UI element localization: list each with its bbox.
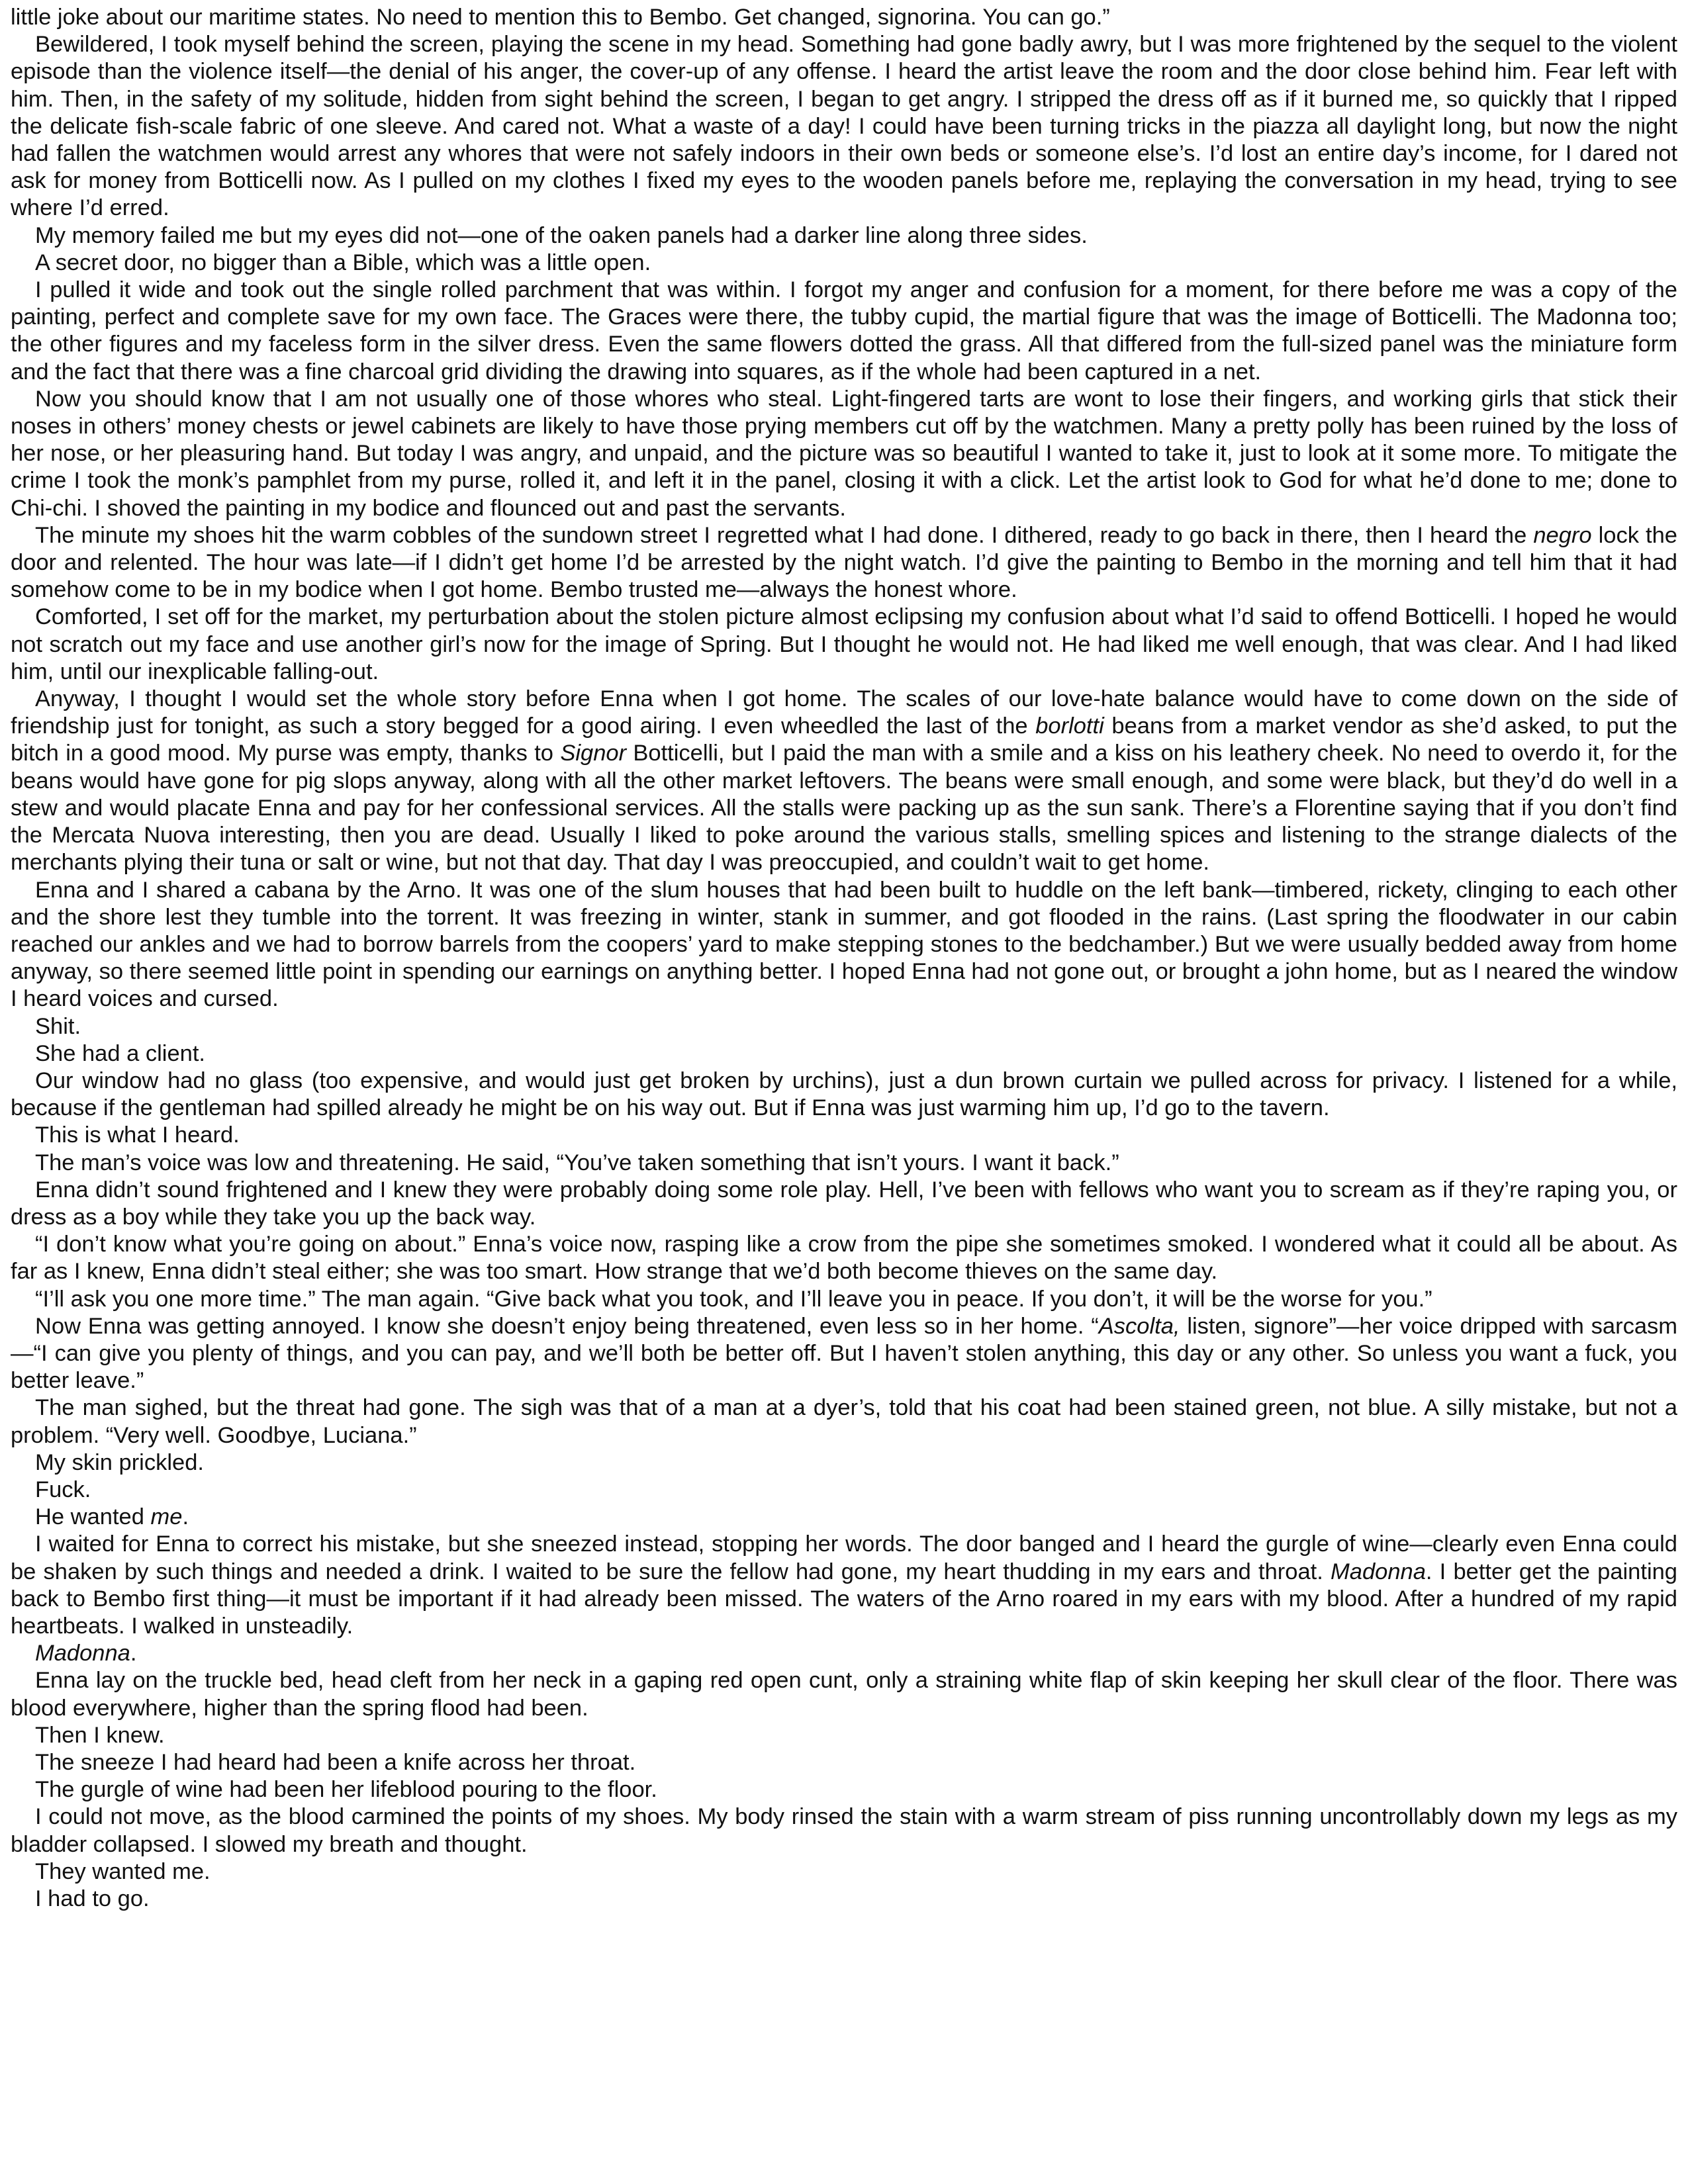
text-run: Botticelli, but I paid the man with a smile and a kiss on his leathery cheek. No need to overdo it, for the beans would have gone for pig slops anyway, along with all the other market leftovers. The beans were small enough, and some were black, but they’d do well in a stew and would placate Enna and pay for her confessional services. All the stalls were packing up as the sun sank. There’s a Florentine saying that if you don’t find the Mercata Nuova interesting, then you are dead. Usually I liked to poke around the various stalls, smelling spices and listening to the strange dialects of the merchants plying their tuna or salt or wine, but not that day. That day I was preoccupied, and couldn’t wait to get home. (11, 741, 1677, 876)
italic-text: Madonna (35, 1641, 130, 1666)
text-run: Anyway, I thought I would set the whole story before Enna when I got home. The scales of our love-hate balance would have to come down on the side of friendship just for tonight, as such a story begged for a good airing. I even wheedled the last of the (11, 686, 1677, 739)
text-run: Comforted, I set off for the market, my perturbation about the stolen picture almost eclipsing my confusion about what I’d said to offend Botticelli. I hoped he would not scratch out my face and use another girl’s now for the image of Spring. But I thought he would not. He had liked me well enough, that was clear. And I had liked him, until our inexplicable falling-out. (11, 604, 1677, 684)
text-run: listen, signore”—her voice dripped with sarcasm—“I can give you plenty of things, and you can pay, and we’ll both be better off. But I haven’t stolen anything, this day or any other. So unless you want a fuck, you better leave.” (11, 1313, 1677, 1394)
text-run: Our window had no glass (too expensive, and would just get broken by urchins), just a dun brown curtain we pulled across for privacy. I listened for a while, because if the gentleman had spilled already he might be on his way out. But if Enna was just warming him up, I’d go to the tavern. (11, 1068, 1677, 1121)
paragraph (11, 1177, 1677, 1231)
paragraph (11, 1477, 1677, 1504)
paragraph (11, 1449, 1677, 1477)
paragraph (11, 1286, 1677, 1313)
paragraph (11, 1013, 1677, 1040)
text-run: The gurgle of wine had been her lifeblood pouring to the floor. (35, 1777, 657, 1803)
text-run: “I’ll ask you one more time.” The man again. “Give back what you took, and I’ll leave you in peace. If you don’t, it will be the worse for you.” (35, 1286, 1432, 1312)
paragraph (11, 1858, 1677, 1886)
paragraph (11, 1504, 1677, 1531)
text-run: lock the door and relented. The hour was late—if I didn’t get home I’d be arrested by the night watch. I’d give the painting to Bembo in the morning and tell him that it had somehow come to be in my bodice when I got home. Bembo trusted me—always the honest whore. (11, 522, 1677, 603)
text-run: Now you should know that I am not usually one of those whores who steal. Light-fingered tarts are wont to lose their fingers, and working girls that stick their noses in others’ money chests or jewel cabinets are likely to have those prying members cut off by the watchmen. Many a pretty polly has been ruined by the loss of her nose, or her pleasuring hand. But today I was angry, and unpaid, and the picture was so beautiful I wanted to take it, just to look at it some more. To mitigate the crime I took the monk’s pamphlet from my purse, rolled it, and left it in the panel, closing it with a click. Let the artist look to God for what he’d done to me; done to Chi-chi. I shoved the painting in my bodice and flounced out and past the servants. (11, 386, 1677, 521)
text-run: The man’s voice was low and threatening. He said, “You’ve taken something that isn’t yours. I want it back.” (35, 1150, 1119, 1175)
text-run: . I better get the painting back to Bembo first thing—it must be important if it had already been missed. The waters of the Arno roared in my ears with my blood. After a hundred of my rapid heartbeats. I walked in unsteadily. (11, 1559, 1677, 1639)
text-run: Shit. (35, 1013, 81, 1039)
paragraph (11, 1722, 1677, 1749)
text-run: I had to go. (35, 1886, 150, 1912)
text-run: This is what I heard. (35, 1122, 240, 1148)
text-run: . (130, 1641, 137, 1666)
text-run: The minute my shoes hit the warm cobbles of the sundown street I regretted what I had done. I dithered, ready to go back in there, then I heard the (35, 522, 1534, 548)
text-run: Bewildered, I took myself behind the screen, playing the scene in my head. Something had gone badly awry, but I was more frightened by the sequel to the violent episode than the violence itself—the denial of his anger, the cover-up of any offense. I heard the artist leave the room and the door close behind him. Fear left with him. Then, in the safety of my solitude, hidden from sight behind the screen, I began to get angry. I stripped the dress off as if it burned me, so quickly that I ripped the delicate fish-scale fabric of one sleeve. And cared not. What a waste of a day! I could have been turning tricks in the piazza all daylight long, but now the night had fallen the watchmen would arrest any whores that were not safely indoors in their own beds or someone else’s. I’d lost an entire day’s income, for I dared not ask for money from Botticelli now. As I pulled on my clothes I fixed my eyes to the wooden panels before me, replaying the conversation in my head, trying to see where I’d erred. (11, 32, 1677, 221)
paragraph (11, 1313, 1677, 1395)
text-run: Enna didn’t sound frightened and I knew they were probably doing some role play. Hell, I’ve been with fellows who want you to scream as if they’re raping you, or dress as a boy while they take you up the back way. (11, 1177, 1677, 1230)
text-run: little joke about our maritime states. No need to mention this to Bembo. Get changed, signorina. You can go.” (11, 5, 1110, 30)
text-run: “I don’t know what you’re going on about.” Enna’s voice now, rasping like a crow from the pipe she sometimes smoked. I wondered what it could all be about. As far as I knew, Enna didn’t steal either; she was too smart. How strange that we’d both become thieves on the same day. (11, 1232, 1677, 1285)
text-run: Now Enna was getting annoyed. I know she doesn’t enjoy being threatened, even less so in her home. “ (35, 1313, 1099, 1339)
paragraph (11, 1531, 1677, 1640)
text-run: My memory failed me but my eyes did not—one of the oaken panels had a darker line along three sides. (35, 222, 1088, 248)
paragraph (11, 1640, 1677, 1667)
text-run: I pulled it wide and took out the single rolled parchment that was within. I forgot my anger and confusion for a moment, for there before me was a copy of the painting, perfect and complete save for my own face. The Graces were there, the tubby cupid, the martial figure that was the image of Botticelli. The Madonna too; the other figures and my faceless form in the silver dress. Even the same flowers dotted the grass. All that differed from the full-sized panel was the miniature form and the fact that there was a fine charcoal grid dividing the drawing into squares, as if the whole had been captured in a net. (11, 277, 1677, 385)
italic-text: negro (1533, 522, 1592, 548)
paragraph (11, 1886, 1677, 1913)
paragraph (11, 522, 1677, 604)
paragraph (11, 1231, 1677, 1285)
paragraph (11, 1040, 1677, 1068)
text-run: I waited for Enna to correct his mistake, but she sneezed instead, stopping her words. The door banged and I heard the gurgle of wine—clearly even Enna could be shaken by such things and needed a drink. I waited to be sure the fellow had gone, my heart thudding in my ears and throat. (11, 1531, 1677, 1584)
paragraph (11, 386, 1677, 522)
paragraph (11, 4, 1677, 31)
italic-text: me (150, 1504, 183, 1530)
italic-text: borlotti (1035, 713, 1104, 739)
paragraph (11, 1394, 1677, 1449)
paragraph (11, 877, 1677, 1013)
text-run: A secret door, no bigger than a Bible, which was a little open. (35, 250, 651, 275)
text-run: beans from a market vendor as she’d asked, to put the bitch in a good mood. My purse was empty, thanks to (11, 713, 1677, 766)
paragraph (11, 277, 1677, 386)
paragraph (11, 250, 1677, 277)
text-run: She had a client. (35, 1040, 206, 1066)
paragraph (11, 31, 1677, 222)
text-run: Enna lay on the truckle bed, head cleft from her neck in a gaping red open cunt, only a straining white flap of skin keeping her skull clear of the floor. There was blood everywhere, higher than the spring flood had been. (11, 1668, 1677, 1721)
text-run: Then I knew. (35, 1722, 165, 1748)
paragraph (11, 1776, 1677, 1803)
text-run: My skin prickled. (35, 1449, 204, 1475)
text-run: Fuck. (35, 1477, 91, 1502)
book-page (11, 4, 1677, 1913)
paragraph (11, 604, 1677, 686)
text-run: The sneeze I had heard had been a knife across her throat. (35, 1750, 636, 1775)
italic-text: Signor (560, 741, 627, 766)
text-run: Enna and I shared a cabana by the Arno. It was one of the slum houses that had been built to huddle on the left bank—timbered, rickety, clinging to each other and the shore lest they tumble into the torrent. It was freezing in winter, stank in summer, and got flooded in the rains. (Last spring the floodwater in our cabin reached our ankles and we had to borrow barrels from the coopers’ yard to make stepping stones to the bedchamber.) But we were usually bedded away from home anyway, so there seemed little point in spending our earnings on anything better. I hoped Enna had not gone out, or brought a john home, but as I neared the window I heard voices and cursed. (11, 877, 1677, 1012)
paragraph (11, 1122, 1677, 1149)
paragraph (11, 686, 1677, 876)
text-run: . (182, 1504, 189, 1530)
paragraph (11, 1150, 1677, 1177)
paragraph (11, 1667, 1677, 1721)
paragraph (11, 1068, 1677, 1122)
text-run: They wanted me. (35, 1858, 211, 1884)
text-run: The man sighed, but the threat had gone. The sigh was that of a man at a dyer’s, told that his coat had been stained green, not blue. A silly mistake, but not a problem. “Very well. Goodbye, Luciana.” (11, 1395, 1677, 1448)
paragraph (11, 1803, 1677, 1858)
italic-text: Madonna (1331, 1559, 1426, 1584)
paragraph (11, 222, 1677, 250)
text-run: He wanted (35, 1504, 151, 1530)
paragraph (11, 1749, 1677, 1776)
text-run: I could not move, as the blood carmined the points of my shoes. My body rinsed the stain with a warm stream of piss running uncontrollably down my legs as my bladder collapsed. I slowed my breath and thought. (11, 1804, 1677, 1857)
italic-text: Ascolta, (1098, 1313, 1180, 1339)
